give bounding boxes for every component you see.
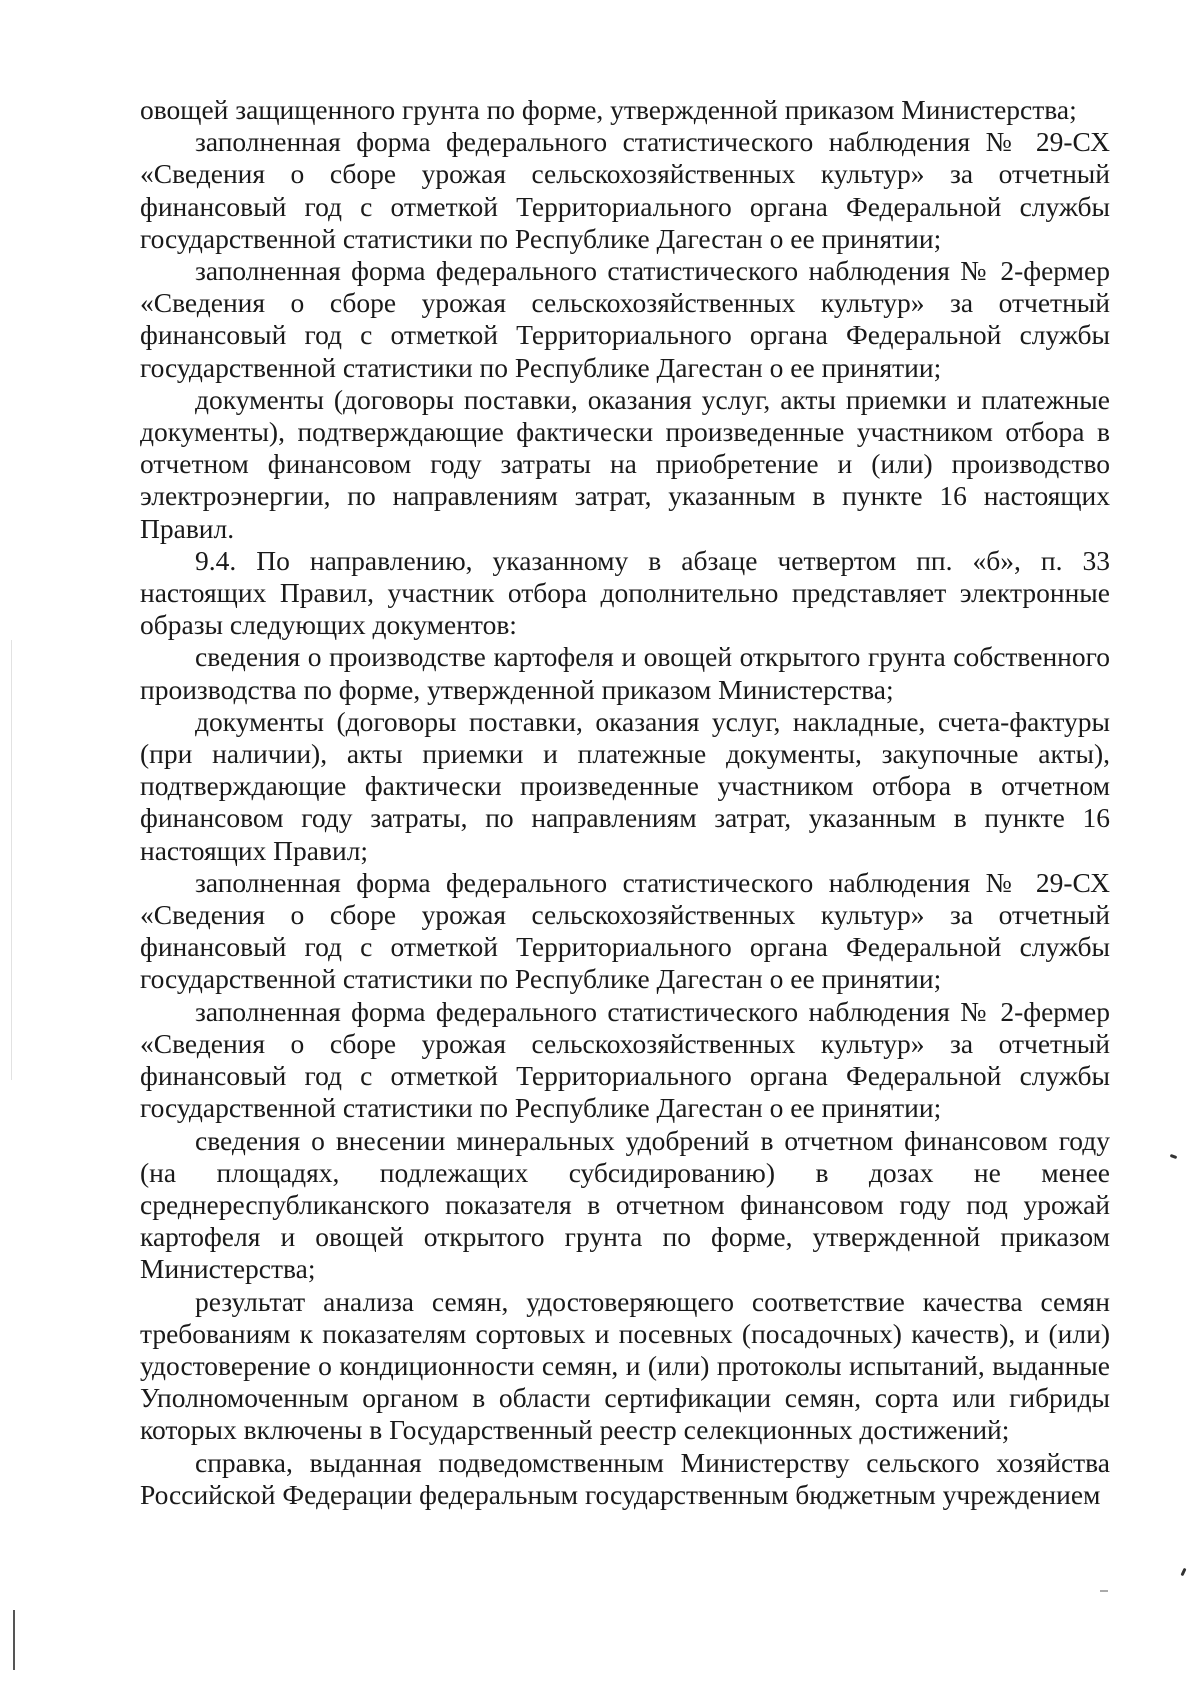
scan-edge-line (13, 1610, 15, 1670)
document-page (140, 94, 1110, 1511)
paragraph-form-29-sh: заполненная форма федерального статистического наблюдения № 29-СХ «Сведения о сборе урожая сельскохозяйственных культур» за отчетный финансовый год с отметкой Территориального органа Федеральной службы государственной статистики по Республике Дагестан о ее принятии; (140, 126, 1110, 254)
paragraph-certificate: справка, выданная подведомственным Министерству сельского хозяйства Российской Федерации федеральным государственным бюджетным учреждением (140, 1446, 1110, 1510)
paragraph-form-29-sh-2: заполненная форма федерального статистического наблюдения № 29-СХ «Сведения о сборе урожая сельскохозяйственных культур» за отчетный финансовый год с отметкой Территориального органа Федеральной службы государственной статистики по Республике Дагестан о ее принятии; (140, 866, 1110, 995)
scan-speck (1170, 1154, 1178, 1159)
scan-speck (1100, 1590, 1108, 1592)
paragraph-section-9-4: 9.4. По направлению, указанному в абзаце четвертом пп. «б», п. 33 настоящих Правил, участник отбора дополнительно представляет электронные образы следующих документов: (140, 544, 1110, 641)
paragraph-potato-production: сведения о производстве картофеля и овощей открытого грунта собственного производства по форме, утвержденной приказом Министерства; (140, 641, 1110, 705)
paragraph-fertilizers: сведения о внесении минеральных удобрений в отчетном финансовом году (на площадях, подлежащих субсидированию) в дозах не менее среднереспубликанского показателя в отчетном финансовом году под урожай картофеля и овощей открытого грунта по форме, утвержденной приказом Министерства; (140, 1124, 1110, 1285)
scan-edge-shadow (11, 640, 12, 1080)
paragraph-electricity-documents: документы (договоры поставки, оказания услуг, акты приемки и платежные документы), подтверждающие фактически произведенные участником отбора в отчетном финансовом году затраты на приобретение и (или) производство электроэнергии, по направлениям затрат, указанным в пункте 16 настоящих Правил. (140, 383, 1110, 544)
paragraph-form-2-fermer-2: заполненная форма федерального статистического наблюдения № 2-фермер «Сведения о сборе урожая сельскохозяйственных культур» за отчетный финансовый год с отметкой Территориального органа Федеральной службы государственной статистики по Республике Дагестан о ее принятии; (140, 995, 1110, 1124)
scan-speck (1180, 1568, 1186, 1577)
paragraph-form-2-fermer: заполненная форма федерального статистического наблюдения № 2-фермер «Сведения о сборе урожая сельскохозяйственных культур» за отчетный финансовый год с отметкой Территориального органа Федеральной службы государственной статистики по Республике Дагестан о ее принятии; (140, 255, 1110, 383)
paragraph-cost-documents: документы (договоры поставки, оказания услуг, накладные, счета-фактуры (при наличии), акты приемки и платежные документы, закупочные акты), подтверждающие фактически произведенные участником отбора в отчетном финансовом году затраты, по направлениям затрат, указанным в пункте 16 настоящих Правил; (140, 705, 1110, 866)
paragraph-seed-analysis: результат анализа семян, удостоверяющего соответствие качества семян требованиям к показателям сортовых и посевных (посадочных) качеств), и (или) удостоверение о кондиционности семян, и (или) протоколы испытаний, выданные Уполномоченным органом в области сертификации семян, сорта или гибриды которых включены в Государственный реестр селекционных достижений; (140, 1285, 1110, 1446)
paragraph-continuation: овощей защищенного грунта по форме, утвержденной приказом Министерства; (140, 94, 1077, 125)
